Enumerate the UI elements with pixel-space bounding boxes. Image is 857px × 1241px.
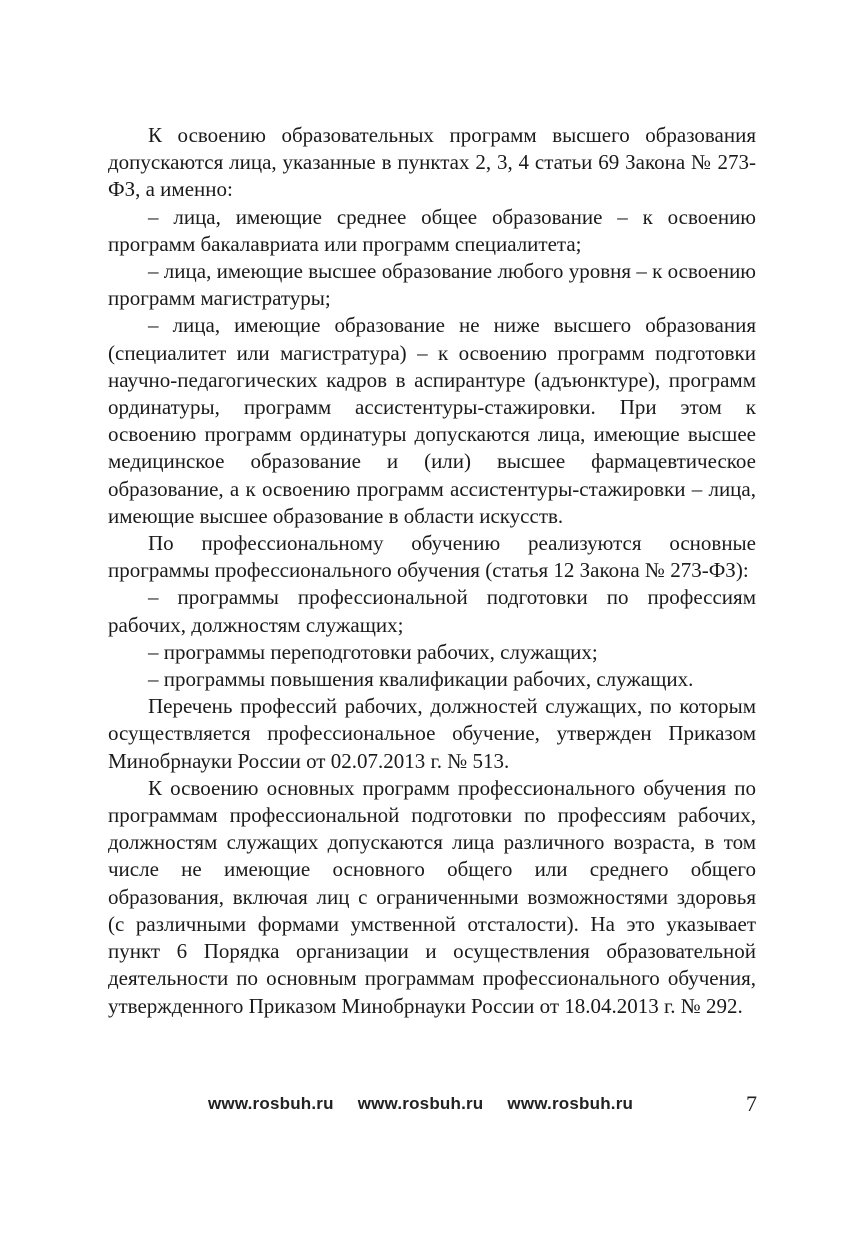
page-body (108, 122, 756, 1020)
footer-url: www.rosbuh.ru (357, 1094, 484, 1113)
paragraph: По профессиональному обучению реализуются основные программы профессионального обучения (статья 12 Закона № 273-ФЗ): (108, 531, 756, 583)
paragraph: К освоению образовательных программ высшего образования допускаются лица, указанные в пунктах 2, 3, 4 статьи 69 Закона № 273-ФЗ, а именно: (108, 123, 756, 202)
list-item: – лица, имеющие высшее образование любого уровня – к освоению программ магистратуры; (108, 259, 756, 311)
footer-urls (208, 1094, 657, 1114)
page-footer (0, 1091, 857, 1124)
list-item: – лица, имеющие образование не ниже высшего образования (специалитет или магистратура) – к освоению программ подготовки научно-педагогических кадров в аспирантуре (адъюнктуре), программ ординатуры, программ ассистентуры-стажировки. При этом к освоению программ ординатуры допускаются лица, имеющие высшее медицинское образование и (или) высшее фармацевтическое образование, а к освоению программ ассистентуры-стажировки – лица, имеющие высшее образование в области искусств. (108, 313, 756, 528)
list-item: – программы переподготовки рабочих, служащих; (148, 639, 598, 664)
list-item: – программы профессиональной подготовки по профессиям рабочих, должностям служащих; (108, 585, 756, 637)
paragraph: К освоению основных программ профессионального обучения по программам профессиональной подготовки по профессиям рабочих, должностям служащих допускаются лица различного возраста, в том числе не имеющие основного общего или среднего общего образования, включая лиц с ограниченными возможностями здоровья (с различными формами умственной отсталости). На это указывает пункт 6 Порядка организации и осуществления образовательной деятельности по основным программам профессионального обучения, утвержденного Приказом Минобрнауки России от 18.04.2013 г. № 292. (108, 775, 756, 1018)
page-number: 7 (746, 1091, 757, 1116)
list-item: – программы повышения квалификации рабочих, служащих. (148, 667, 694, 692)
footer-url: www.rosbuh.ru (507, 1094, 634, 1113)
paragraph: Перечень профессий рабочих, должностей служащих, по которым осуществляется профессиональное обучение, утвержден Приказом Минобрнауки России от 02.07.2013 г. № 513. (108, 694, 756, 773)
list-item: – лица, имеющие среднее общее образование – к освоению программ бакалавриата или программ специалитета; (108, 204, 756, 256)
footer-url: www.rosbuh.ru (208, 1094, 334, 1113)
